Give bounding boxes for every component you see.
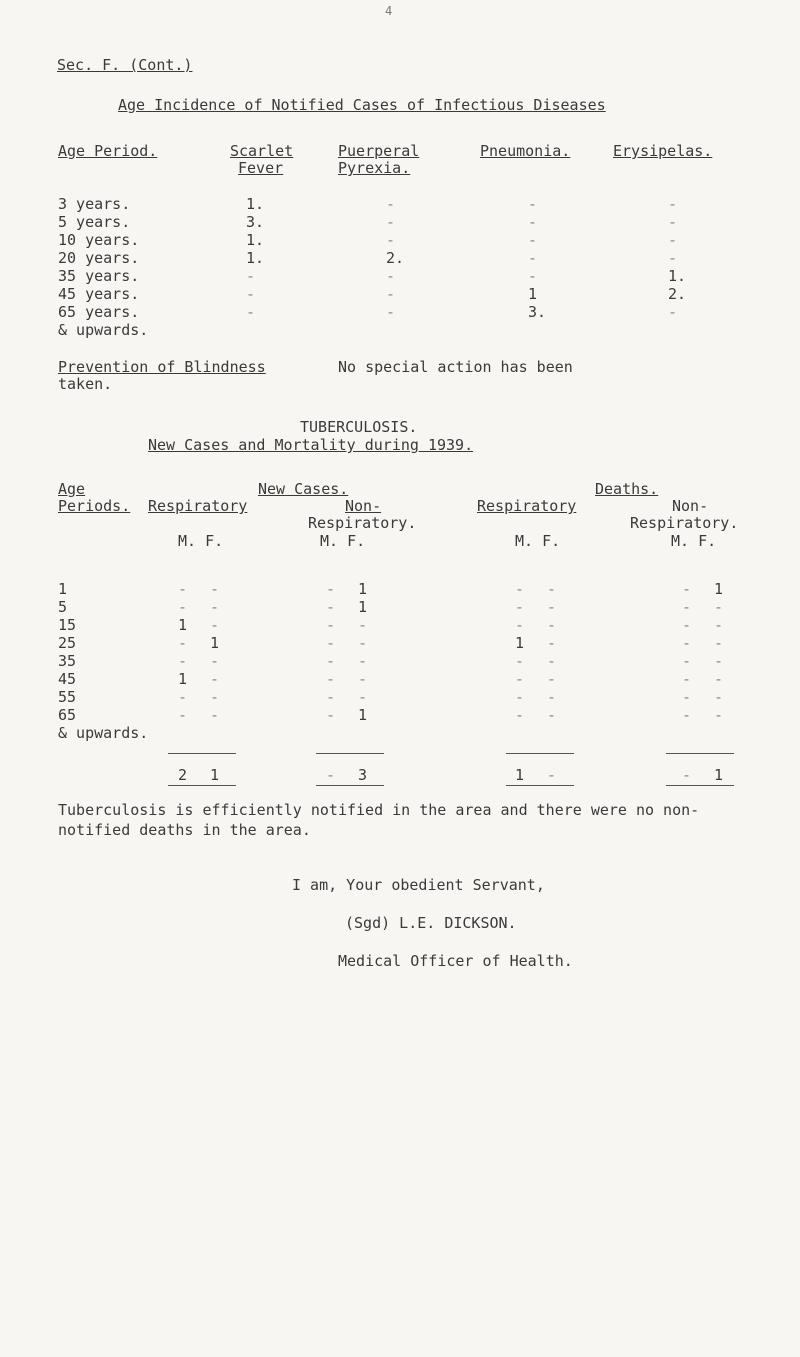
tb-cell-drf: - (547, 688, 557, 706)
tb-cell-drf: - (547, 580, 557, 598)
tb-cell-nrf: - (210, 580, 220, 598)
tb-total-drm: 1 (515, 766, 525, 784)
inf-cell-erysipelas: 2. (668, 285, 687, 303)
tb-cell-nnf: 1 (358, 580, 368, 598)
tb-cell-nrm: 1 (178, 616, 188, 634)
tb-cell-drm: - (515, 598, 525, 616)
inf-cell-erysipelas: - (668, 195, 678, 213)
tb-cell-nrf: - (210, 670, 220, 688)
inf-cell-scarlet: - (246, 267, 256, 285)
page-number: 4 (385, 4, 393, 18)
inf-cell-scarlet: 3. (246, 213, 265, 231)
signoff-line-2: (Sgd) L.E. DICKSON. (345, 914, 517, 932)
tb-cell-nnf: 1 (358, 598, 368, 616)
inf-cell-puerperal: - (386, 303, 396, 321)
inf-cell-erysipelas: - (668, 231, 678, 249)
tb-cell-dnf: 1 (714, 580, 724, 598)
tb-total-nnf: 3 (358, 766, 368, 784)
tb-total-dnm: - (682, 766, 692, 784)
blindness-text-2: taken. (58, 375, 113, 393)
inf-cell-pneumonia: - (528, 213, 538, 231)
tb-cell-nrf: - (210, 706, 220, 724)
tb-death-non-2: Respiratory. (630, 514, 739, 532)
tb-cell-drm: - (515, 670, 525, 688)
tb-cell-nrf: 1 (210, 634, 220, 652)
tb-cell-dnm: - (682, 634, 692, 652)
inf-cell-puerperal: - (386, 285, 396, 303)
tb-cell-nnm: - (326, 634, 336, 652)
tb-cell-dnf: - (714, 634, 724, 652)
inf-cell-erysipelas: - (668, 303, 678, 321)
tb-cell-dnf: - (714, 652, 724, 670)
tb-cell-nnm: - (326, 688, 336, 706)
tb-cell-nrm: - (178, 598, 188, 616)
tb-cell-drf: - (547, 652, 557, 670)
col-scarlet-2: Fever (238, 159, 284, 177)
inf-cell-puerperal: 2. (386, 249, 405, 267)
tb-death-resp: Respiratory (477, 497, 577, 515)
inf-cell-pneumonia: 1 (528, 285, 538, 303)
inf-cell-scarlet: - (246, 285, 256, 303)
page-title: Age Incidence of Notified Cases of Infectious Diseases (118, 96, 606, 114)
inf-cell-age: 20 years. (58, 249, 140, 267)
total-rule-1 (168, 753, 236, 754)
col-age-period: Age Period. (58, 142, 158, 160)
tb-mf-death-non: M. F. (671, 532, 717, 550)
inf-cell-age: 5 years. (58, 213, 131, 231)
inf-cell-pneumonia: - (528, 267, 538, 285)
tb-cell-nnf: - (358, 616, 368, 634)
tb-cell-drf: - (547, 670, 557, 688)
blindness-text-1: No special action has been (338, 358, 573, 376)
inf-cell-scarlet: 1. (246, 195, 265, 213)
tb-deaths: Deaths. (595, 480, 659, 498)
tb-cell-dnm: - (682, 580, 692, 598)
inf-cell-erysipelas: 1. (668, 267, 687, 285)
tb-cell-age: 65 (58, 706, 77, 724)
tb-cell-drm: - (515, 688, 525, 706)
tb-cell-age: 55 (58, 688, 77, 706)
tb-cell-drm: - (515, 580, 525, 598)
tb-cell-drm: 1 (515, 634, 525, 652)
tb-total-dnf: 1 (714, 766, 724, 784)
inf-cell-age: 45 years. (58, 285, 140, 303)
tb-cell-nrf: - (210, 652, 220, 670)
total-underline-1 (168, 785, 236, 786)
col-scarlet-1: Scarlet (230, 142, 294, 160)
inf-cell-pneumonia: - (528, 249, 538, 267)
tb-col-age-1: Age (58, 480, 86, 498)
col-puerperal-1: Puerperal (338, 142, 420, 160)
tb-cell-dnf: - (714, 706, 724, 724)
tb-cell-nnm: - (326, 598, 336, 616)
tb-cell-age: 45 (58, 670, 77, 688)
tb-cell-nrm: 1 (178, 670, 188, 688)
tb-cell-age: 35 (58, 652, 77, 670)
tb-title: TUBERCULOSIS. (300, 418, 418, 436)
tb-mf-new-resp: M. F. (178, 532, 224, 550)
tb-cell-dnf: - (714, 616, 724, 634)
inf-cell-puerperal: - (386, 213, 396, 231)
tb-cell-dnm: - (682, 670, 692, 688)
total-rule-2 (316, 753, 384, 754)
signoff-line-1: I am, Your obedient Servant, (292, 876, 545, 894)
tb-cell-age: 15 (58, 616, 77, 634)
tb-cell-dnm: - (682, 616, 692, 634)
tb-cell-dnf: - (714, 688, 724, 706)
tb-death-non-1: Non- (672, 497, 709, 515)
inf-cell-pneumonia: 3. (528, 303, 547, 321)
inf-cell-pneumonia: - (528, 195, 538, 213)
tb-cell-nnf: - (358, 670, 368, 688)
tb-mf-death-resp: M. F. (515, 532, 561, 550)
tb-cell-nrm: - (178, 688, 188, 706)
tb-cell-nrm: - (178, 634, 188, 652)
total-underline-3 (506, 785, 574, 786)
tb-total-nrm: 2 (178, 766, 188, 784)
col-puerperal-2: Pyrexia. (338, 159, 411, 177)
tb-cell-drf: - (547, 598, 557, 616)
signoff-line-3: Medical Officer of Health. (338, 952, 573, 970)
tb-cell-age: 5 (58, 598, 68, 616)
inf-cell-scarlet: 1. (246, 231, 265, 249)
tb-cell-nrf: - (210, 688, 220, 706)
tb-subtitle (148, 436, 473, 454)
tb-cell-nnf: - (358, 688, 368, 706)
closing-paragraph: Tuberculosis is efficiently notified in the area and there were no non-notified deaths in the area. (58, 801, 700, 839)
tb-cell-nnf: 1 (358, 706, 368, 724)
tb-cell-nrf: - (210, 598, 220, 616)
tb-cell-age: & upwards. (58, 724, 149, 742)
total-underline-2 (316, 785, 384, 786)
tb-subtitle-b: Mortality during (274, 436, 419, 454)
total-rule-3 (506, 753, 574, 754)
inf-cell-pneumonia: - (528, 231, 538, 249)
col-erysipelas: Erysipelas. (613, 142, 713, 160)
tb-cell-drf: - (547, 634, 557, 652)
total-rule-4 (666, 753, 734, 754)
inf-cell-age: 10 years. (58, 231, 140, 249)
tb-subtitle-c: 1939. (418, 436, 474, 454)
tb-cell-nrm: - (178, 652, 188, 670)
tb-col-age-2: Periods. (58, 497, 131, 515)
tb-total-nnm: - (326, 766, 336, 784)
inf-cell-puerperal: - (386, 231, 396, 249)
tb-cell-age: 1 (58, 580, 68, 598)
tb-cell-age: 25 (58, 634, 77, 652)
inf-cell-age: 3 years. (58, 195, 131, 213)
tb-new-non-1: Non- (345, 497, 382, 515)
tb-mf-new-non: M. F. (320, 532, 366, 550)
section-label: Sec. F. (Cont.) (57, 56, 193, 74)
tb-cell-nrm: - (178, 706, 188, 724)
tb-cell-drf: - (547, 616, 557, 634)
inf-cell-age: & upwards. (58, 321, 149, 339)
tb-cell-nnf: - (358, 652, 368, 670)
inf-cell-age: 65 years. (58, 303, 140, 321)
inf-cell-erysipelas: - (668, 249, 678, 267)
tb-cell-nrf: - (210, 616, 220, 634)
total-underline-4 (666, 785, 734, 786)
tb-cell-nnm: - (326, 670, 336, 688)
tb-cell-dnm: - (682, 688, 692, 706)
tb-cell-dnf: - (714, 598, 724, 616)
blindness-heading: Prevention of Blindness (58, 358, 266, 376)
tb-new-resp: Respiratory (148, 497, 248, 515)
tb-cell-nnm: - (326, 706, 336, 724)
tb-cell-nnm: - (326, 652, 336, 670)
tb-cell-dnf: - (714, 670, 724, 688)
inf-cell-scarlet: - (246, 303, 256, 321)
tb-cell-dnm: - (682, 598, 692, 616)
tb-cell-drm: - (515, 652, 525, 670)
inf-cell-scarlet: 1. (246, 249, 265, 267)
tb-cell-drf: - (547, 706, 557, 724)
inf-cell-puerperal: - (386, 267, 396, 285)
tb-cell-dnm: - (682, 706, 692, 724)
tb-cell-drm: - (515, 616, 525, 634)
inf-cell-puerperal: - (386, 195, 396, 213)
tb-cell-nnm: - (326, 616, 336, 634)
tb-total-nrf: 1 (210, 766, 220, 784)
inf-cell-erysipelas: - (668, 213, 678, 231)
tb-new-non-2: Respiratory. (308, 514, 417, 532)
tb-subtitle-a: New Cases and (148, 436, 275, 454)
tb-new-cases: New Cases. (258, 480, 349, 498)
tb-cell-dnm: - (682, 652, 692, 670)
tb-cell-nnf: - (358, 634, 368, 652)
tb-cell-drm: - (515, 706, 525, 724)
tb-cell-nnm: - (326, 580, 336, 598)
col-pneumonia: Pneumonia. (480, 142, 571, 160)
tb-total-drf: - (547, 766, 557, 784)
inf-cell-age: 35 years. (58, 267, 140, 285)
tb-cell-nrm: - (178, 580, 188, 598)
